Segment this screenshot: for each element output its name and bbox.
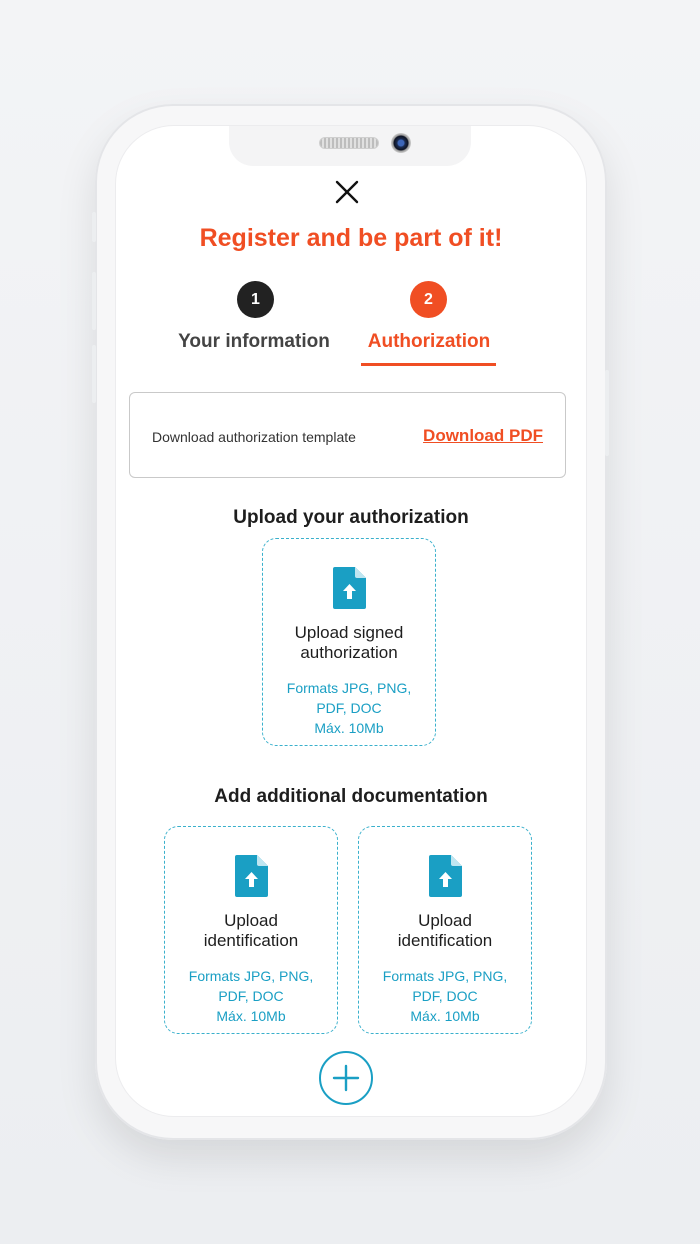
upload-authorization-heading: Upload your authorization: [233, 507, 469, 528]
speaker-grille: [319, 137, 379, 149]
phone-side-button: [92, 212, 96, 242]
upload-card-formats: Formats JPG, PNG, PDF, DOC Máx. 10Mb: [188, 968, 314, 1024]
page-title: Register and be part of it!: [199, 224, 503, 252]
download-pdf-link[interactable]: Download PDF: [423, 426, 543, 445]
active-tab-underline: [361, 363, 496, 366]
upload-card-title: Upload identification: [397, 911, 493, 950]
phone-side-button: [605, 370, 609, 456]
phone-side-button: [92, 345, 96, 403]
phone-side-button: [92, 272, 96, 330]
upload-identification-card[interactable]: [164, 826, 338, 1034]
upload-card-formats: Formats JPG, PNG, PDF, DOC Máx. 10Mb: [382, 968, 508, 1024]
upload-identification-card[interactable]: [358, 826, 532, 1034]
camera-icon: [391, 133, 411, 153]
close-icon[interactable]: [333, 178, 361, 206]
upload-authorization-card[interactable]: [262, 538, 436, 746]
upload-card-formats: Formats JPG, PNG, PDF, DOC Máx. 10Mb: [286, 680, 412, 736]
phone-screen: [116, 126, 586, 1116]
upload-card-title: Upload signed authorization: [294, 623, 404, 662]
file-upload-icon: [333, 567, 366, 609]
step-number-2: 2: [410, 281, 447, 318]
step-number-1: 1: [237, 281, 274, 318]
plus-icon: [321, 1053, 371, 1103]
tab-authorization[interactable]: Authorization: [367, 331, 491, 352]
template-download-box: [129, 392, 566, 478]
add-document-button[interactable]: [319, 1051, 373, 1105]
file-upload-icon: [429, 855, 462, 897]
file-upload-icon: [235, 855, 268, 897]
additional-documentation-heading: Add additional documentation: [214, 786, 488, 807]
template-description: Download authorization template: [152, 429, 356, 445]
phone-notch: [229, 126, 471, 166]
upload-card-title: Upload identification: [203, 911, 299, 950]
tab-your-information[interactable]: Your information: [178, 331, 330, 352]
